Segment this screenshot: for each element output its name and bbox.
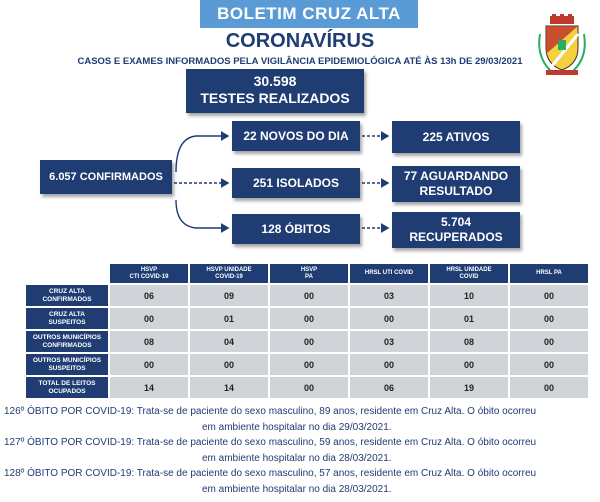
table-cell: 10: [430, 285, 508, 306]
table-cell: 01: [430, 308, 508, 329]
awaiting-line-2: RESULTADO: [419, 184, 493, 198]
table-cell: 00: [190, 354, 268, 375]
awaiting-box: [392, 166, 520, 202]
deaths-box: 128 ÓBITOS: [232, 214, 360, 244]
active-box: 225 ATIVOS: [392, 121, 520, 153]
table-cell: 00: [430, 354, 508, 375]
bulletin-banner: BOLETIM CRUZ ALTA: [200, 0, 418, 28]
recovered-line-1: 5.704: [440, 215, 472, 229]
table-cell: 08: [430, 331, 508, 352]
death-notes: [4, 404, 598, 497]
awaiting-line-1: 77 AGUARDANDO: [403, 169, 509, 183]
table-cell: 03: [350, 285, 428, 306]
row-label: CRUZ ALTA SUSPEITOS: [26, 308, 108, 329]
note-line: 128º ÓBITO POR COVID-19: Trata-se de paciente do sexo masculino, 57 anos, residente em Cruz Alta. O óbito ocorreu: [4, 468, 537, 479]
table-cell: 00: [110, 354, 188, 375]
table-row: [26, 377, 588, 398]
tests-box: [186, 69, 364, 113]
table-row: [26, 354, 588, 375]
table-corner: [26, 264, 108, 283]
col-header: HSVP UNIDADE COVID-19: [190, 264, 268, 283]
table-cell: 00: [510, 377, 588, 398]
table-cell: 00: [510, 331, 588, 352]
table-cell: 06: [350, 377, 428, 398]
row-label: OUTROS MUNICÍPIOS CONFIRMADOS: [26, 331, 108, 352]
row-label: OUTROS MUNICÍPIOS SUSPEITOS: [26, 354, 108, 375]
col-header: HRSL PA: [510, 264, 588, 283]
table-cell: 08: [110, 331, 188, 352]
table-cell: 19: [430, 377, 508, 398]
isolated-box: 251 ISOLADOS: [232, 168, 360, 198]
recovered-line-2: RECUPERADOS: [409, 230, 503, 244]
page-subtitle: CASOS E EXAMES INFORMADOS PELA VIGILÂNCIA EPIDEMIOLÓGICA ATÉ ÀS 13h DE 29/03/2021: [77, 56, 523, 67]
table-cell: 00: [270, 308, 348, 329]
table-cell: 00: [510, 285, 588, 306]
note-line: 126º ÓBITO POR COVID-19: Trata-se de paciente do sexo masculino, 89 anos, residente em Cruz Alta. O óbito ocorreu: [4, 406, 537, 417]
note-line: em ambiente hospitalar no dia 28/03/2021.: [202, 483, 392, 495]
table-cell: 00: [270, 331, 348, 352]
table-cell: 03: [350, 331, 428, 352]
table-row: [26, 308, 588, 329]
table-cell: 14: [190, 377, 268, 398]
page-title: CORONAVÍRUS: [225, 30, 375, 52]
table-cell: 00: [350, 354, 428, 375]
row-label: TOTAL DE LEITOS OCUPADOS: [26, 377, 108, 398]
table-row: [26, 331, 588, 352]
table-cell: 00: [270, 285, 348, 306]
table-cell: 06: [110, 285, 188, 306]
new-today-box: 22 NOVOS DO DIA: [232, 121, 360, 151]
table-cell: 14: [110, 377, 188, 398]
table-cell: 09: [190, 285, 268, 306]
tests-label: TESTES REALIZADOS: [200, 90, 350, 106]
col-header: HSVP PA: [270, 264, 348, 283]
table-cell: 04: [190, 331, 268, 352]
table-header-row: [26, 264, 588, 283]
row-label: CRUZ ALTA CONFIRMADOS: [26, 285, 108, 306]
hospital-beds-table: [24, 262, 590, 400]
note-line: em ambiente hospitalar no dia 29/03/2021.: [202, 421, 392, 433]
recovered-box: [392, 212, 520, 248]
note-line: 127º ÓBITO POR COVID-19: Trata-se de paciente do sexo masculino, 59 anos, residente em Cruz Alta. O óbito ocorreu: [4, 437, 537, 448]
table-cell: 01: [190, 308, 268, 329]
col-header: HRSL UNIDADE COVID: [430, 264, 508, 283]
table-cell: 00: [510, 354, 588, 375]
table-cell: 00: [110, 308, 188, 329]
coat-of-arms-icon: [538, 14, 586, 76]
col-header: HSVP CTI COVID-19: [110, 264, 188, 283]
tests-value: 30.598: [253, 73, 297, 89]
table-cell: 00: [350, 308, 428, 329]
col-header: HRSL UTI COVID: [350, 264, 428, 283]
note-line: em ambiente hospitalar no dia 28/03/2021.: [202, 452, 392, 464]
table-cell: 00: [510, 308, 588, 329]
confirmed-box: 6.057 CONFIRMADOS: [40, 160, 172, 194]
table-cell: 00: [270, 377, 348, 398]
table-row: [26, 285, 588, 306]
table-cell: 00: [270, 354, 348, 375]
